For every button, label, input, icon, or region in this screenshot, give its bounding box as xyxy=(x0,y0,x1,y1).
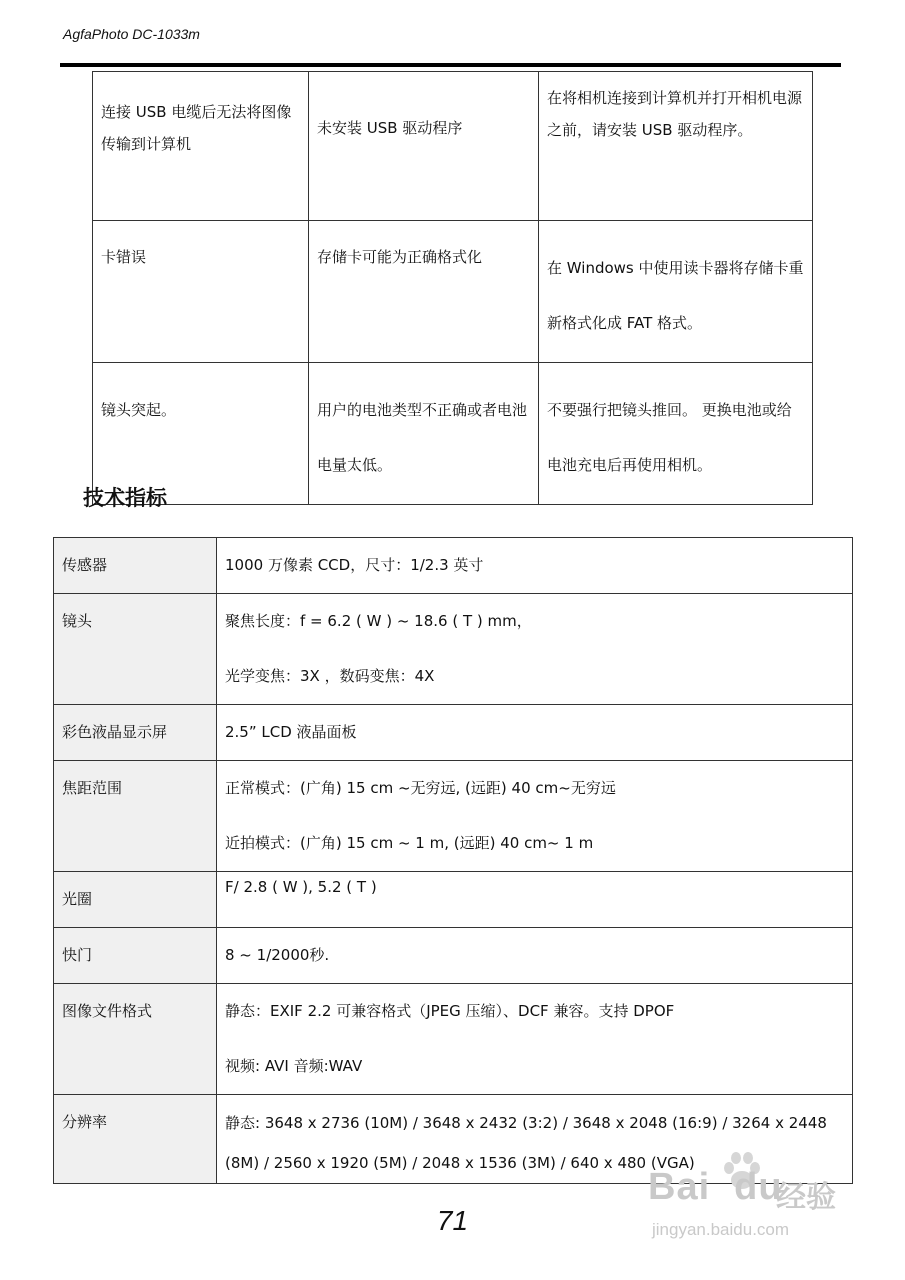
spec-row-sensor xyxy=(54,538,853,594)
spec-key: 镜头 xyxy=(54,594,217,705)
spec-line: 聚焦长度：f = 6.2 ( W ) ~ 18.6 ( T ) mm， xyxy=(225,612,532,630)
spec-value xyxy=(217,872,853,928)
spec-line: 2.5” LCD 液晶面板 xyxy=(225,723,357,741)
watermark-url: jingyan.baidu.com xyxy=(652,1220,790,1239)
solution-cell: 在 Windows 中使用读卡器将存储卡重新格式化成 FAT 格式。 xyxy=(539,221,813,363)
problem-cell: 卡错误 xyxy=(93,221,309,363)
spec-key: 传感器 xyxy=(54,538,217,594)
cause-cell: 用户的电池类型不正确或者电池电量太低。 xyxy=(309,363,539,505)
spec-key: 分辨率 xyxy=(54,1095,217,1184)
table-row xyxy=(93,363,813,505)
solution-cell: 在将相机连接到计算机并打开相机电源之前，请安装 USB 驱动程序。 xyxy=(539,72,813,221)
spec-row-file-format xyxy=(54,984,853,1095)
spec-row-aperture xyxy=(54,872,853,928)
spec-row-shutter xyxy=(54,928,853,984)
spec-line: 近拍模式：(广角) 15 cm ~ 1 m, (远距) 40 cm~ 1 m xyxy=(225,834,594,852)
cause-cell: 未安装 USB 驱动程序 xyxy=(309,72,539,221)
spec-value xyxy=(217,705,853,761)
spec-value xyxy=(217,928,853,984)
watermark-logo-text: Bai du xyxy=(648,1166,783,1208)
table-row xyxy=(93,221,813,363)
spec-value xyxy=(217,984,853,1095)
table-row xyxy=(93,72,813,221)
header-rule xyxy=(60,63,841,67)
spec-value xyxy=(217,594,853,705)
spec-value xyxy=(217,538,853,594)
spec-line: 1000 万像素 CCD，尺寸：1/2.3 英寸 xyxy=(225,556,484,574)
section-title: 技术指标 xyxy=(83,486,167,510)
spec-line: F/ 2.8 ( W ), 5.2 ( T ) xyxy=(225,878,377,896)
spec-row-lcd xyxy=(54,705,853,761)
spec-line: 8 ~ 1/2000秒. xyxy=(225,946,330,964)
spec-key: 快门 xyxy=(54,928,217,984)
spec-line: 静态: 3648 x 2736 (10M) / 3648 x 2432 (3:2) / 3648 x 2048 (16:9) / 3264 x 2448 xyxy=(225,1114,827,1132)
spec-row-focus-range xyxy=(54,761,853,872)
specs-table xyxy=(53,537,853,1184)
page-number: 71 xyxy=(436,1205,469,1236)
spec-row-lens xyxy=(54,594,853,705)
spec-key: 光圈 xyxy=(54,872,217,928)
spec-key: 焦距范围 xyxy=(54,761,217,872)
spec-key: 图像文件格式 xyxy=(54,984,217,1095)
spec-key: 彩色液晶显示屏 xyxy=(54,705,217,761)
spec-line: 视频: AVI 音频:WAV xyxy=(225,1057,363,1075)
problem-cell: 镜头突起。 xyxy=(93,363,309,505)
troubleshooting-table xyxy=(92,71,813,505)
spec-line: 正常模式：(广角) 15 cm ~无穷远, (远距) 40 cm~无穷远 xyxy=(225,779,616,797)
spec-line: 静态：EXIF 2.2 可兼容格式（JPEG 压缩）、DCF 兼容。支持 DPOF xyxy=(225,1002,675,1020)
spec-value xyxy=(217,761,853,872)
problem-cell: 连接 USB 电缆后无法将图像传输到计算机 xyxy=(93,72,309,221)
cause-cell: 存储卡可能为正确格式化 xyxy=(309,221,539,363)
document-header-title: AgfaPhoto DC-1033m xyxy=(63,26,200,42)
watermark-logo-cn: 经验 xyxy=(776,1181,836,1214)
spec-line: (8M) / 2560 x 1920 (5M) / 2048 x 1536 (3M) / 640 x 480 (VGA) xyxy=(225,1154,695,1172)
solution-cell: 不要强行把镜头推回。 更换电池或给电池充电后再使用相机。 xyxy=(539,363,813,505)
spec-line: 光学变焦：3X ，数码变焦：4X xyxy=(225,667,435,685)
